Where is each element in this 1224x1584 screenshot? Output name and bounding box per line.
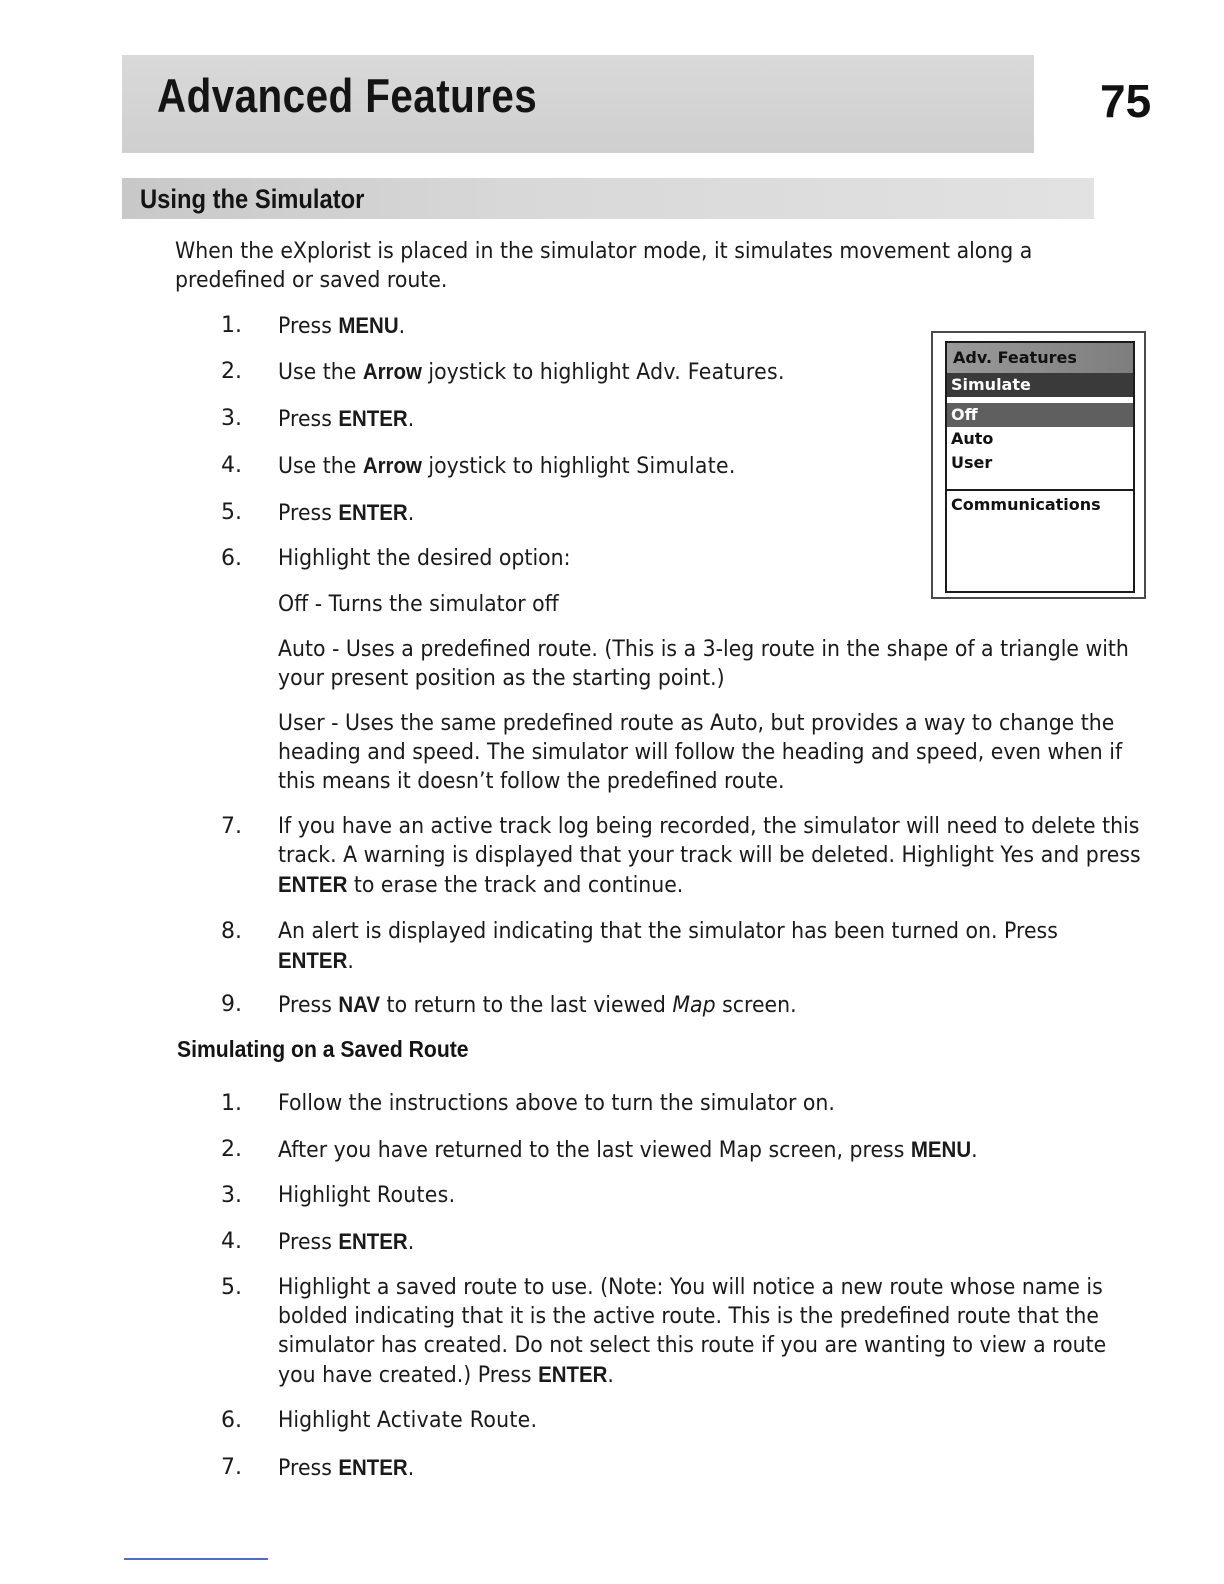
step-text: Highlight the desired option:: [278, 546, 571, 571]
device-item-off: Off: [947, 403, 1133, 427]
device-item-user: User: [951, 453, 993, 472]
step-number: 5.: [221, 500, 242, 525]
step-text: An alert is displayed indicating that the simulator has been turned on. Press ENTER.: [278, 919, 1058, 974]
step-text: Follow the instructions above to turn the simulator on.: [278, 1091, 835, 1116]
step-number: 1.: [221, 1091, 242, 1116]
device-item-communications: Communications: [951, 495, 1101, 514]
device-item-auto: Auto: [951, 429, 994, 448]
step-number: 2.: [221, 1137, 242, 1162]
step-number: 6.: [221, 546, 242, 571]
step-text: Highlight Routes.: [278, 1183, 456, 1208]
step-text: Press ENTER.: [278, 1455, 415, 1481]
step-number: 7.: [221, 814, 242, 839]
device-menu-title: Adv. Features: [947, 343, 1133, 373]
device-screenshot: [931, 331, 1146, 599]
device-item-simulate: Simulate: [947, 373, 1133, 397]
option-auto: Auto - Uses a predefined route. (This is a 3-leg route in the shape of a triangle with your present position as the starting point.): [278, 637, 1129, 691]
step-text: Press ENTER.: [278, 1229, 415, 1255]
device-divider: [947, 489, 1133, 491]
step-text: Press ENTER.: [278, 406, 415, 432]
subsection-title: Simulating on a Saved Route: [177, 1036, 469, 1062]
intro-paragraph: When the eXplorist is placed in the simulator mode, it simulates movement along a predefined or saved route.: [175, 239, 1033, 293]
step-number: 6.: [221, 1408, 242, 1433]
step-text: If you have an active track log being recorded, the simulator will need to delete this track. A warning is displayed that your track will be deleted. Highlight Yes and press ENTER to erase the track and continue.: [278, 814, 1141, 898]
step-text: Highlight a saved route to use. (Note: You will notice a new route whose name is bolded indicating that it is the active route. This is the predefined route that the simulator has created. Do not select this route if you are wanting to view a route you have created.) Press ENTER.: [278, 1275, 1107, 1388]
step-text: After you have returned to the last viewed Map screen, press MENU.: [278, 1137, 978, 1163]
step-number: 7.: [221, 1455, 242, 1480]
step-number: 2.: [221, 359, 242, 384]
step-number: 3.: [221, 1183, 242, 1208]
footer-rule: [124, 1558, 268, 1560]
step-text: Press NAV to return to the last viewed Map screen.: [278, 992, 797, 1018]
page-number: 75: [1100, 75, 1152, 127]
step-number: 9.: [221, 992, 242, 1017]
step-number: 1.: [221, 313, 242, 338]
option-user: User - Uses the same predefined route as Auto, but provides a way to change the heading and speed. The simulator will follow the heading and speed, even when if this means it doesn’t follow the predefined route.: [278, 711, 1123, 794]
step-number: 3.: [221, 406, 242, 431]
step-number: 5.: [221, 1275, 242, 1300]
option-off: Off - Turns the simulator off: [278, 592, 559, 617]
page-title: Advanced Features: [157, 69, 538, 122]
step-number: 4.: [221, 1229, 242, 1254]
step-number: 4.: [221, 453, 242, 478]
step-text: Press MENU.: [278, 313, 406, 339]
device-screen: [945, 341, 1135, 593]
step-text: Use the Arrow joystick to highlight Simulate.: [278, 453, 736, 479]
section-title: Using the Simulator: [140, 184, 365, 214]
step-text: Press ENTER.: [278, 500, 415, 526]
step-text: Use the Arrow joystick to highlight Adv. Features.: [278, 359, 785, 385]
step-text: Highlight Activate Route.: [278, 1408, 538, 1433]
step-number: 8.: [221, 919, 242, 944]
